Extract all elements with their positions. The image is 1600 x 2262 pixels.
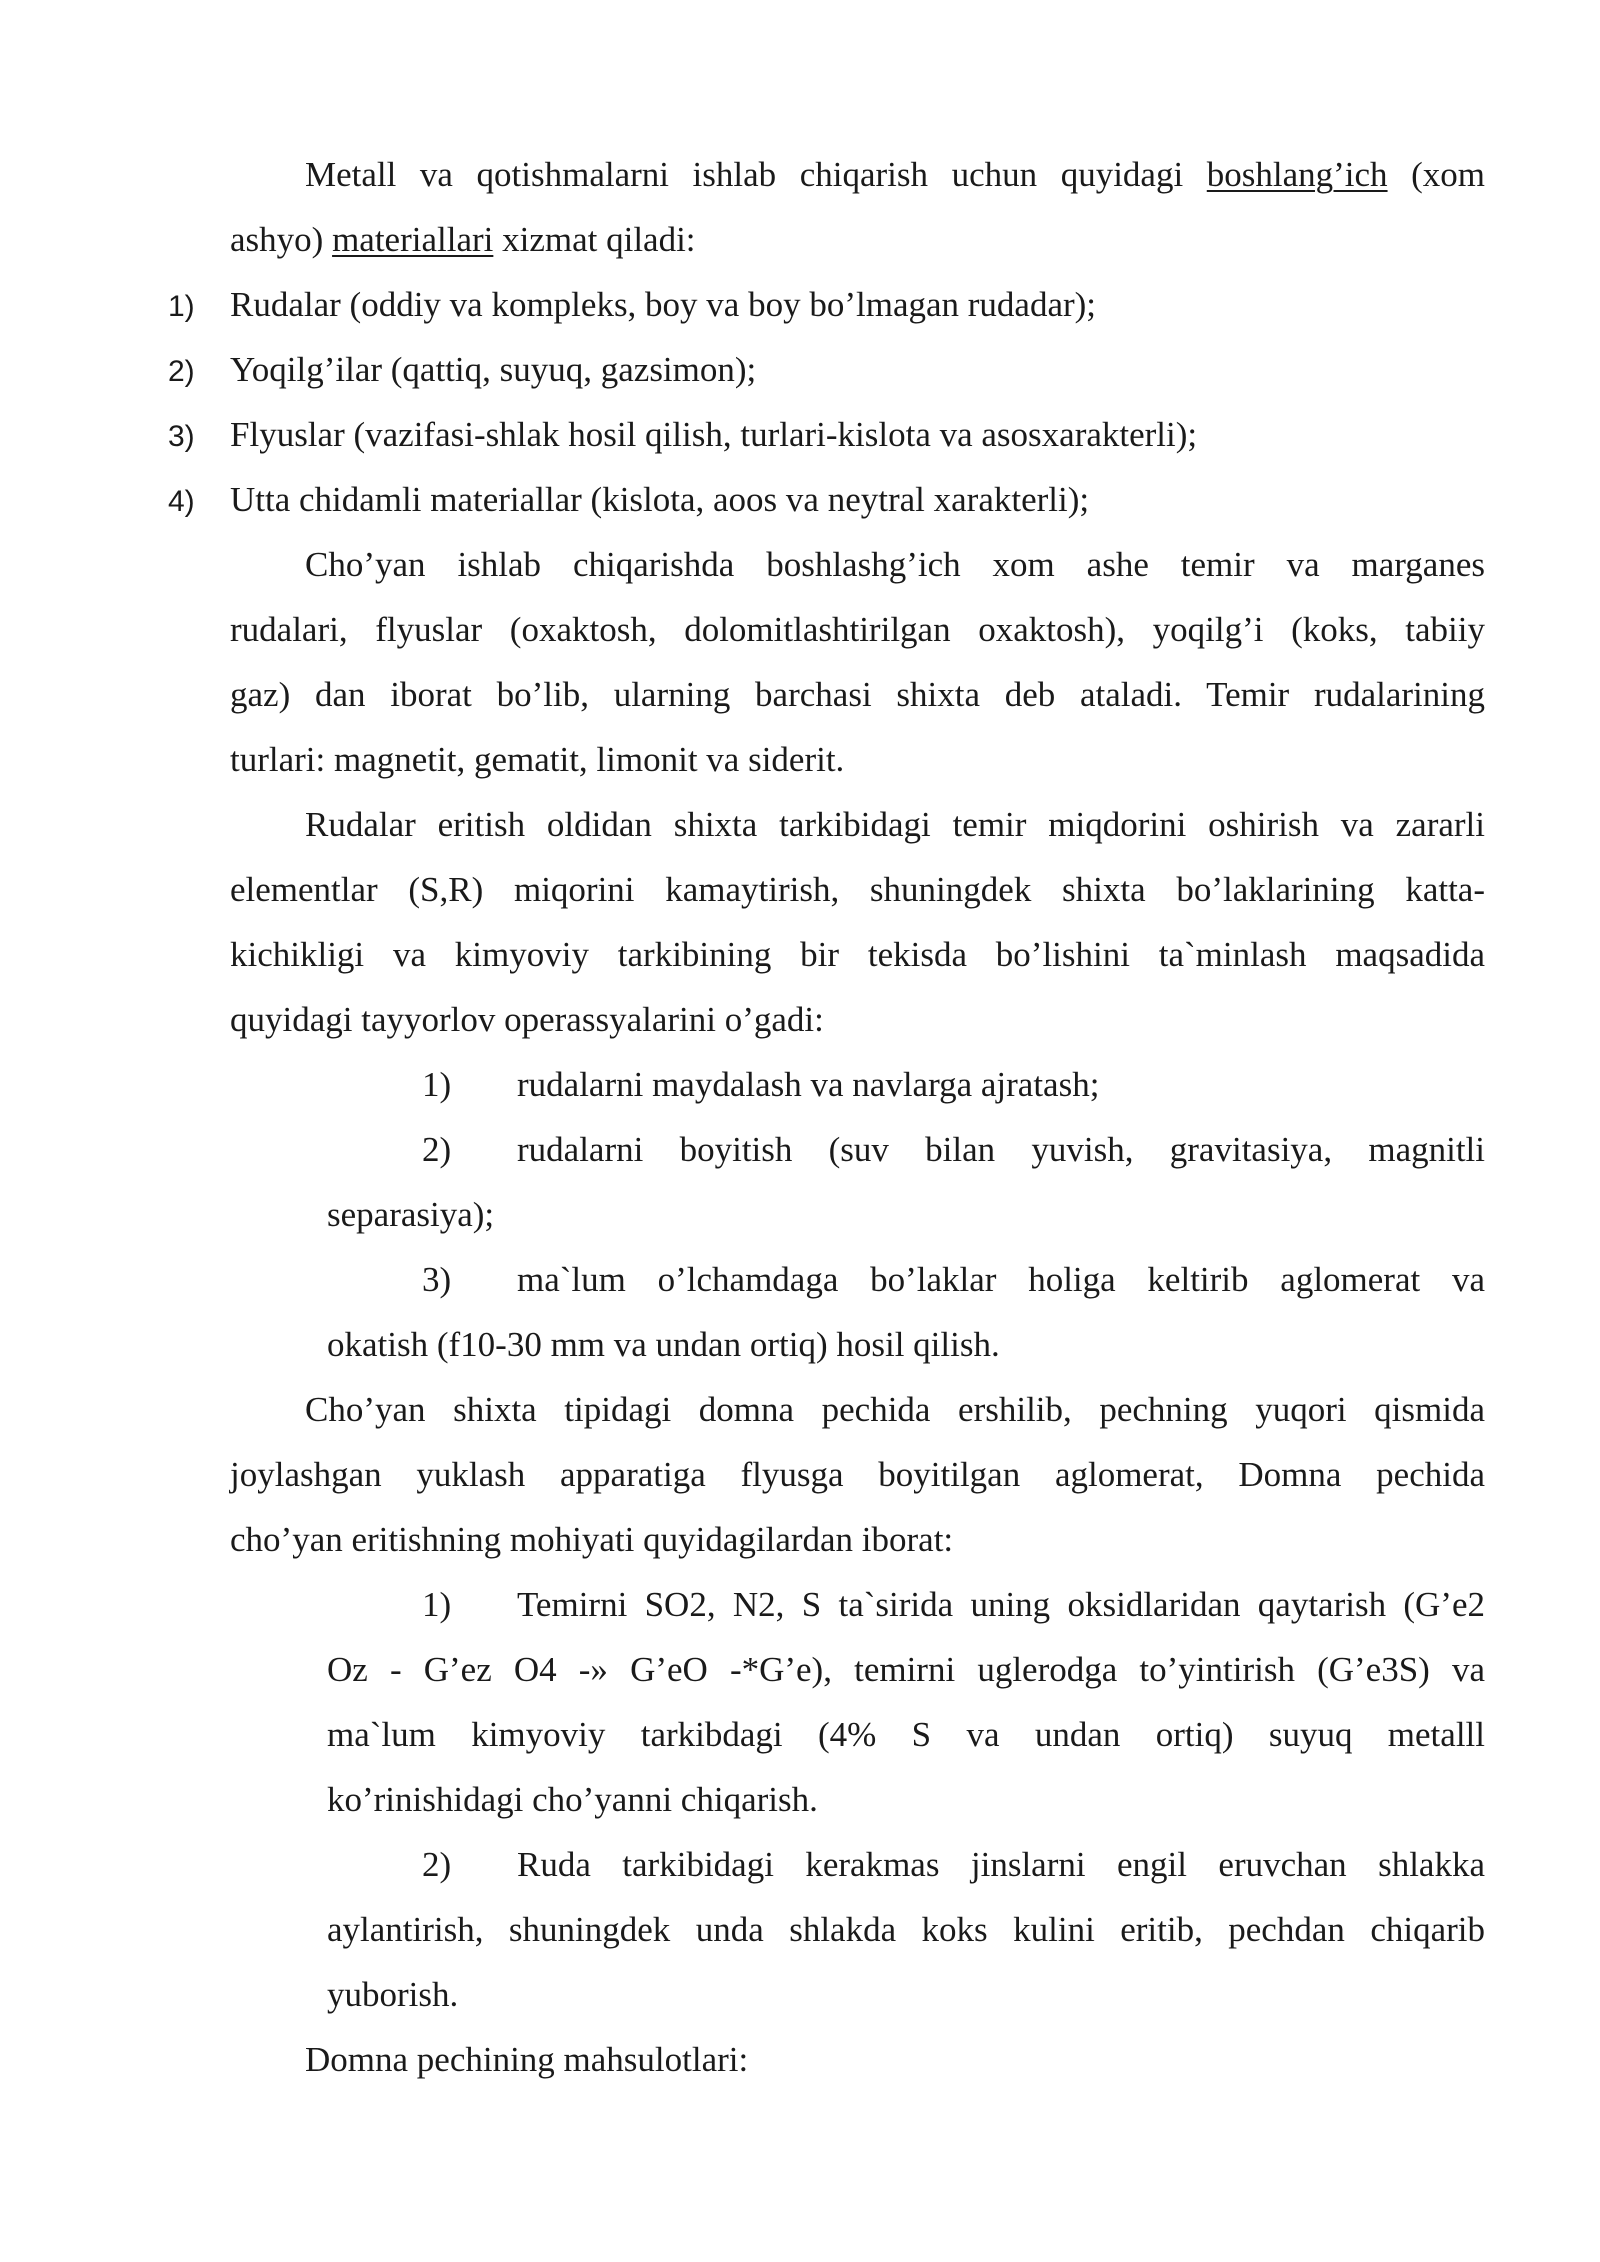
- paragraph-line: turlari: magnetit, gematit, limonit va siderit.: [230, 740, 845, 779]
- list-item-continuation: okatish (f10-30 mm va undan ortiq) hosil qilish.: [327, 1325, 1000, 1364]
- list-number: 4): [168, 485, 195, 518]
- text-run: ashyo): [230, 220, 324, 259]
- paragraph-line: Rudalar eritish oldidan shixta tarkibidagi temir miqdorini oshirish va zararli: [305, 805, 1485, 844]
- text-run: (xom: [1411, 155, 1486, 194]
- list-number: 1): [422, 1065, 452, 1104]
- list-item: Utta chidamli materiallar (kislota, aoos va neytral xarakterli);: [230, 480, 1090, 519]
- paragraph-line: [230, 220, 696, 260]
- list-item: Yoqilg’ilar (qattiq, suyuq, gazsimon);: [230, 350, 757, 389]
- list-number: 1): [168, 290, 195, 323]
- text-run: xizmat qiladi:: [502, 220, 696, 259]
- list-number: 1): [422, 1585, 452, 1624]
- list-number: 3): [168, 420, 195, 453]
- list-item: ma`lum o’lchamdaga bo’laklar holiga keltirib aglomerat va: [517, 1260, 1485, 1299]
- text-run: Metall va qotishmalarni ishlab chiqarish uchun quyidagi: [305, 155, 1184, 194]
- paragraph-line: quyidagi tayyorlov operassyalarini o’gadi:: [230, 1000, 824, 1039]
- list-number: 2): [168, 355, 195, 388]
- paragraph-line: cho’yan eritishning mohiyati quyidagilardan iborat:: [230, 1520, 954, 1559]
- paragraph-line: rudalari, flyuslar (oxaktosh, dolomitlashtirilgan oxaktosh), yoqilg’i (koks, tabiiy: [230, 610, 1485, 649]
- list-number: 2): [422, 1845, 452, 1884]
- underlined-term: materiallari: [332, 220, 494, 259]
- list-item: Flyuslar (vazifasi-shlak hosil qilish, turlari-kislota va asosxarakterli);: [230, 415, 1198, 454]
- list-item-continuation: aylantirish, shuningdek unda shlakda koks kulini eritib, pechdan chiqarib: [327, 1910, 1485, 1949]
- list-number: 3): [422, 1260, 452, 1299]
- list-item: Ruda tarkibidagi kerakmas jinslarni engil eruvchan shlakka: [517, 1845, 1485, 1884]
- list-item-continuation: separasiya);: [327, 1195, 495, 1234]
- list-item-continuation: yuborish.: [327, 1975, 459, 2014]
- list-item: rudalarni boyitish (suv bilan yuvish, gravitasiya, magnitli: [517, 1130, 1485, 1169]
- paragraph-line: elementlar (S,R) miqorini kamaytirish, shuningdek shixta bo’laklarining katta-: [230, 870, 1485, 909]
- list-item-continuation: ko’rinishidagi cho’yanni chiqarish.: [327, 1780, 818, 1819]
- list-number: 2): [422, 1130, 452, 1169]
- paragraph-line: Cho’yan shixta tipidagi domna pechida ershilib, pechning yuqori qismida: [305, 1390, 1485, 1429]
- list-item: Temirni SO2, N2, S ta`sirida uning oksidlaridan qaytarish (G’e2: [517, 1585, 1485, 1624]
- list-item: rudalarni maydalash va navlarga ajratash;: [517, 1065, 1100, 1104]
- paragraph-line: joylashgan yuklash apparatiga flyusga boyitilgan aglomerat, Domna pechida: [230, 1455, 1485, 1494]
- paragraph-line: gaz) dan iborat bo’lib, ularning barchasi shixta deb ataladi. Temir rudalarining: [230, 675, 1485, 714]
- list-item-continuation: ma`lum kimyoviy tarkibdagi (4% S va undan ortiq) suyuq metalll: [327, 1715, 1485, 1754]
- list-item-continuation: Oz - G’ez O4 -» G’eO -*G’e), temirni uglerodga to’yintirish (G’e3S) va: [327, 1650, 1485, 1689]
- paragraph-line: Domna pechining mahsulotlari:: [305, 2040, 749, 2079]
- underlined-term: boshlang’ich: [1206, 155, 1388, 194]
- paragraph-line: [305, 155, 1485, 195]
- paragraph-line: Cho’yan ishlab chiqarishda boshlashg’ich xom ashe temir va marganes: [305, 545, 1485, 584]
- paragraph-line: kichikligi va kimyoviy tarkibining bir tekisda bo’lishini ta`minlash maqsadida: [230, 935, 1485, 974]
- list-item: Rudalar (oddiy va kompleks, boy va boy bo’lmagan rudadar);: [230, 285, 1097, 324]
